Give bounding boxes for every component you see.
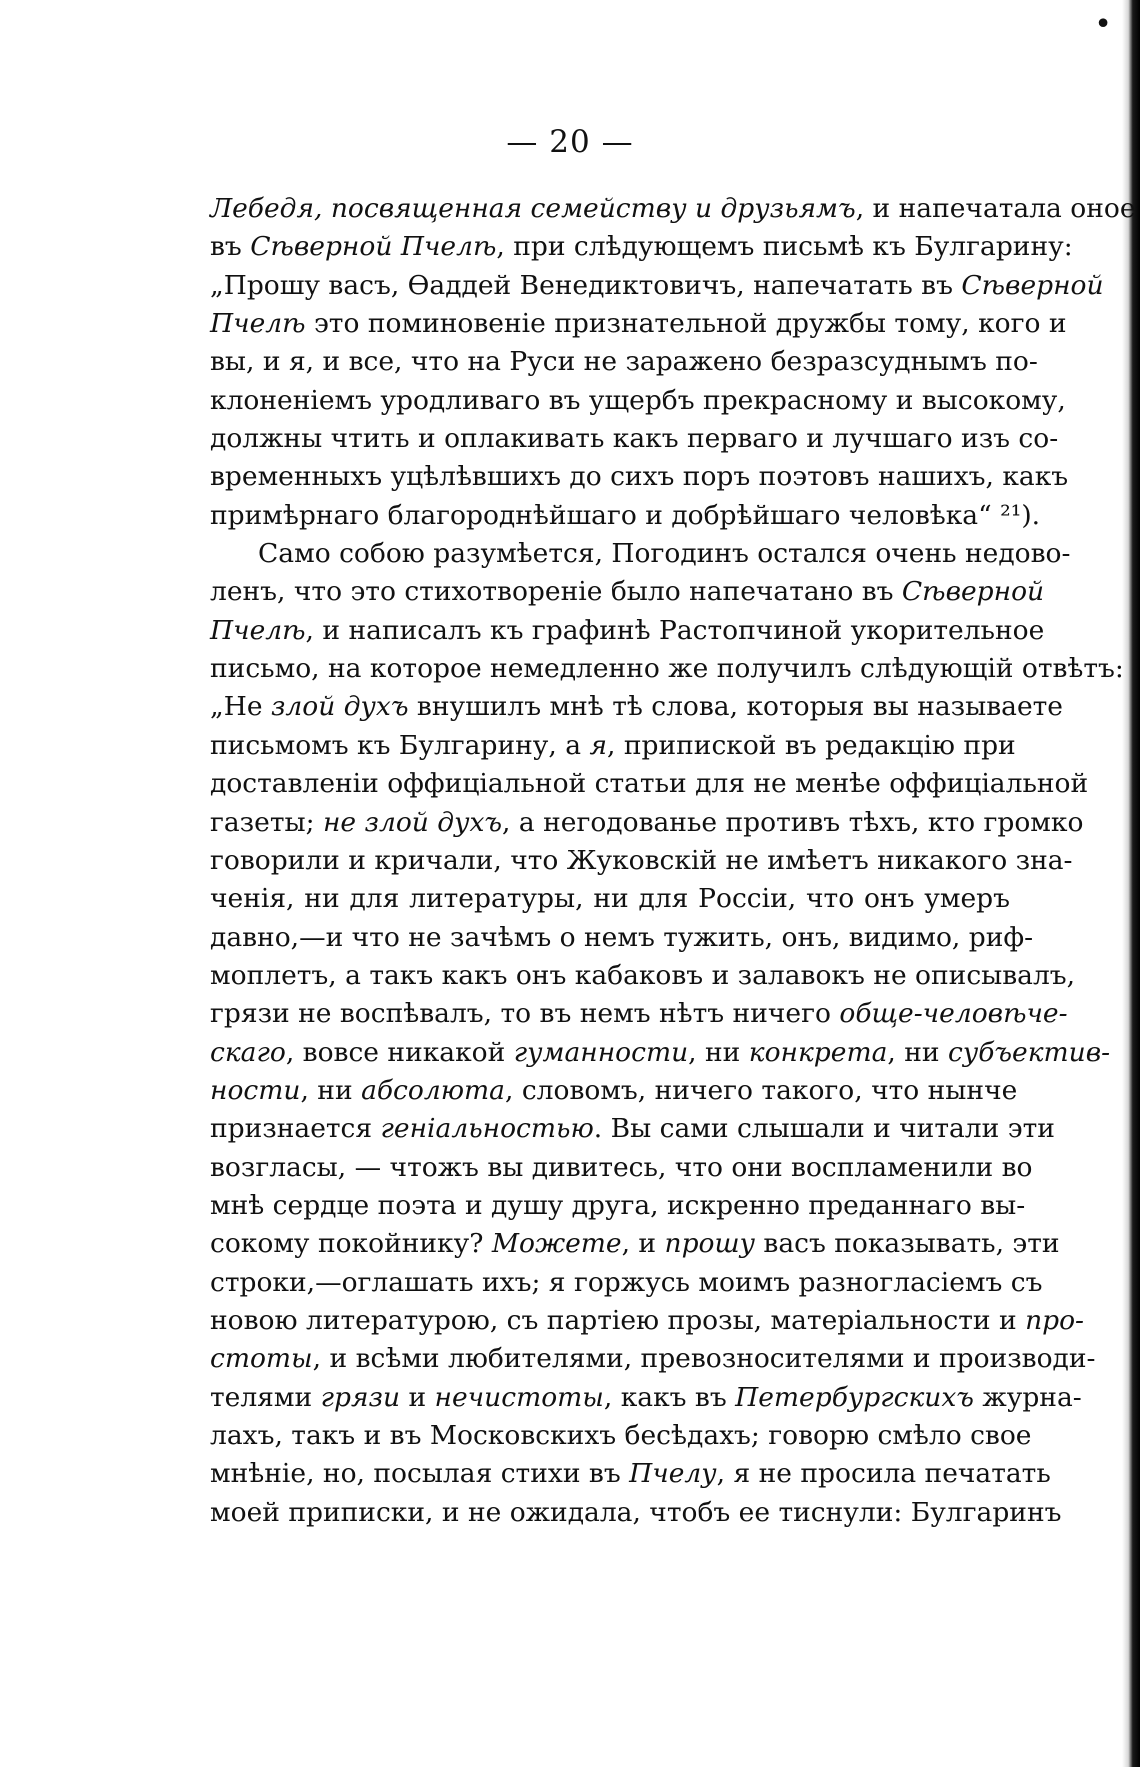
- text-segment: лахъ, такъ и въ Московскихъ бесѣдахъ; говорю смѣло свое: [210, 1420, 1032, 1451]
- text-segment: возгласы, — чтожъ вы дивитесь, что они воспламенили во: [210, 1151, 1033, 1183]
- italic-text: гуманности: [513, 1036, 689, 1068]
- text-segment: , ни: [688, 1036, 749, 1068]
- text-line: [210, 612, 1045, 650]
- text-line: [210, 804, 1084, 842]
- text-line: [210, 267, 1104, 305]
- text-line: [210, 765, 1089, 803]
- italic-text: Пчелѣ: [210, 614, 306, 646]
- text-line: [210, 1149, 1033, 1187]
- page-edge-shadow: [1122, 0, 1140, 1767]
- text-segment: внушилъ мнѣ тѣ слова, которыя вы называете: [408, 691, 1063, 723]
- italic-text: геніальностью: [380, 1113, 594, 1145]
- text-segment: моей приписки, и не ожидала, чтобъ ее тиснули: Булгаринъ: [210, 1496, 1062, 1528]
- text-segment: строки,—оглашать ихъ; я горжусь моимъ разногласіемъ съ: [210, 1266, 1043, 1298]
- text-line: [210, 1110, 1055, 1148]
- text-line: [210, 650, 1124, 688]
- text-segment: моплетъ, а такъ какъ онъ кабаковъ и залавокъ не описывалъ,: [210, 959, 1076, 991]
- text-segment: , ни: [887, 1036, 948, 1068]
- italic-text: грязи: [320, 1381, 401, 1413]
- text-segment: Само собою разумѣется, Погодинъ остался очень недово-: [258, 538, 1071, 570]
- text-line: [210, 1225, 1060, 1263]
- text-segment: письмомъ къ Булгарину, а: [210, 729, 590, 761]
- italic-text: про-: [1025, 1304, 1085, 1336]
- text-segment: новою литературою, съ партіею прозы, матеріальности и: [210, 1304, 1026, 1336]
- text-line: [210, 343, 1038, 381]
- italic-text: Пчелѣ: [210, 308, 306, 340]
- paragraph: [210, 190, 1136, 535]
- text-line: [210, 190, 1136, 228]
- page-number: — 20 —: [506, 124, 634, 160]
- text-line: [210, 919, 1034, 957]
- text-segment: , а негодованье противъ тѣхъ, кто громко: [502, 806, 1084, 838]
- text-line: [210, 880, 1010, 918]
- italic-text: Сѣверной Пчелѣ: [250, 231, 497, 263]
- text-segment: , словомъ, ничего такого, что нынче: [504, 1074, 1018, 1106]
- text-line: [210, 957, 1076, 995]
- text-line: [210, 688, 1063, 726]
- text-line: [210, 382, 1066, 420]
- text-line: [210, 1417, 1032, 1455]
- text-line: [210, 228, 1073, 266]
- text-line: [210, 1302, 1085, 1340]
- italic-text: Лебедя, посвященная семейству и друзьямъ: [210, 193, 856, 224]
- text-line: [210, 1379, 1082, 1417]
- text-segment: , припиской въ редакцію при: [606, 729, 1016, 761]
- edge-mark: •: [1094, 7, 1112, 42]
- text-line: [210, 1455, 1051, 1493]
- text-line: [210, 1187, 1026, 1225]
- text-segment: , и всѣми любителями, превозносителями и производи-: [312, 1343, 1096, 1375]
- italic-text: злой духъ: [270, 691, 409, 723]
- text-line: [210, 842, 1073, 880]
- text-block: [210, 190, 1136, 1532]
- italic-text: скаго: [210, 1036, 286, 1068]
- italic-text: ности: [210, 1074, 301, 1106]
- text-segment: , я не просила печатать: [716, 1458, 1051, 1490]
- text-segment: . Вы сами слышали и читали эти: [593, 1113, 1055, 1145]
- text-segment: должны чтить и оплакивать какъ перваго и лучшаго изъ со-: [210, 423, 1059, 455]
- paragraph: [210, 535, 1124, 1532]
- italic-text: стоты: [210, 1343, 313, 1375]
- italic-text: я: [589, 729, 607, 761]
- text-segment: сокому покойнику?: [210, 1228, 492, 1260]
- text-segment: это поминовеніе признательной дружбы тому, кого и: [305, 308, 1067, 340]
- text-segment: грязи не воспѣвалъ, то въ немъ нѣтъ ничего: [210, 998, 840, 1030]
- italic-text: Петербургскихъ: [735, 1381, 974, 1413]
- text-segment: въ: [210, 231, 251, 263]
- text-line: [210, 727, 1016, 765]
- text-line: [210, 420, 1059, 458]
- text-segment: временныхъ уцѣлѣвшихъ до сихъ поръ поэтовъ нашихъ, какъ: [210, 461, 1069, 493]
- text-segment: газеты;: [210, 806, 323, 838]
- text-segment: мнѣ сердце поэта и душу друга, искренно преданнаго вы-: [210, 1189, 1026, 1221]
- italic-text: Сѣверной: [961, 269, 1104, 301]
- text-segment: журна-: [973, 1381, 1082, 1413]
- text-line: [210, 305, 1067, 343]
- italic-text: не злой духъ: [322, 806, 503, 838]
- text-segment: примѣрнаго благороднѣйшаго и добрѣйшаго человѣка“ ²¹).: [210, 499, 1041, 531]
- text-line: [210, 1340, 1096, 1378]
- text-line: [210, 1264, 1043, 1302]
- text-line: [210, 1072, 1018, 1110]
- italic-text: обще-человѣче-: [839, 998, 1068, 1030]
- text-segment: клоненіемъ уродливаго въ ущербъ прекрасному и высокому,: [210, 384, 1066, 416]
- text-segment: , какъ въ: [603, 1381, 736, 1413]
- italic-text: абсолюта: [361, 1074, 505, 1106]
- italic-text: Пчелу: [629, 1458, 717, 1490]
- italic-text: конкрета: [748, 1036, 888, 1068]
- italic-text: субъектив-: [948, 1036, 1111, 1068]
- text-segment: мнѣніе, но, посылая стихи въ: [210, 1458, 630, 1490]
- text-line: [210, 458, 1069, 496]
- text-segment: , и написалъ къ графинѣ Растопчиной укорительное: [305, 614, 1045, 646]
- text-segment: , ни: [300, 1074, 362, 1106]
- text-line: [210, 535, 1071, 573]
- text-line: [210, 573, 1045, 611]
- text-segment: письмо, на которое немедленно же получилъ слѣдующій отвѣтъ:: [210, 653, 1124, 685]
- text-segment: говорили и кричали, что Жуковскій не имѣетъ никакого зна-: [210, 844, 1073, 876]
- italic-text: нечистоты: [434, 1381, 604, 1413]
- text-line: [210, 1494, 1062, 1532]
- text-segment: доставленіи оффиціальной статьи для не менѣе оффиціальной: [210, 768, 1089, 800]
- italic-text: Сѣверной: [901, 576, 1045, 608]
- text-segment: давно,—и что не зачѣмъ о немъ тужить, онъ, видимо, риф-: [210, 921, 1034, 953]
- italic-text: прошу: [664, 1228, 755, 1260]
- text-segment: и: [400, 1381, 435, 1413]
- text-segment: , и: [621, 1228, 665, 1260]
- italic-text: Можете: [491, 1228, 622, 1260]
- text-segment: , при слѣдующемъ письмѣ къ Булгарину:: [496, 231, 1073, 263]
- text-segment: признается: [210, 1113, 381, 1145]
- text-segment: ченія, ни для литературы, ни для Россіи, что онъ умеръ: [210, 883, 1010, 915]
- text-segment: вы, и я, и все, что на Руси не заражено безразсуднымъ по-: [210, 346, 1038, 378]
- text-line: [210, 995, 1068, 1033]
- text-segment: „Не: [210, 691, 271, 723]
- text-segment: васъ показывать, эти: [754, 1228, 1060, 1260]
- text-segment: „Прошу васъ, Ѳаддей Венедиктовичъ, напечатать въ: [210, 269, 962, 301]
- text-segment: телями: [210, 1381, 321, 1413]
- text-line: [210, 1034, 1111, 1072]
- text-line: [210, 497, 1041, 535]
- text-segment: ленъ, что это стихотвореніе было напечатано въ: [210, 576, 902, 608]
- text-segment: , вовсе никакой: [285, 1036, 514, 1068]
- text-segment: , и напечатала оное: [855, 193, 1136, 224]
